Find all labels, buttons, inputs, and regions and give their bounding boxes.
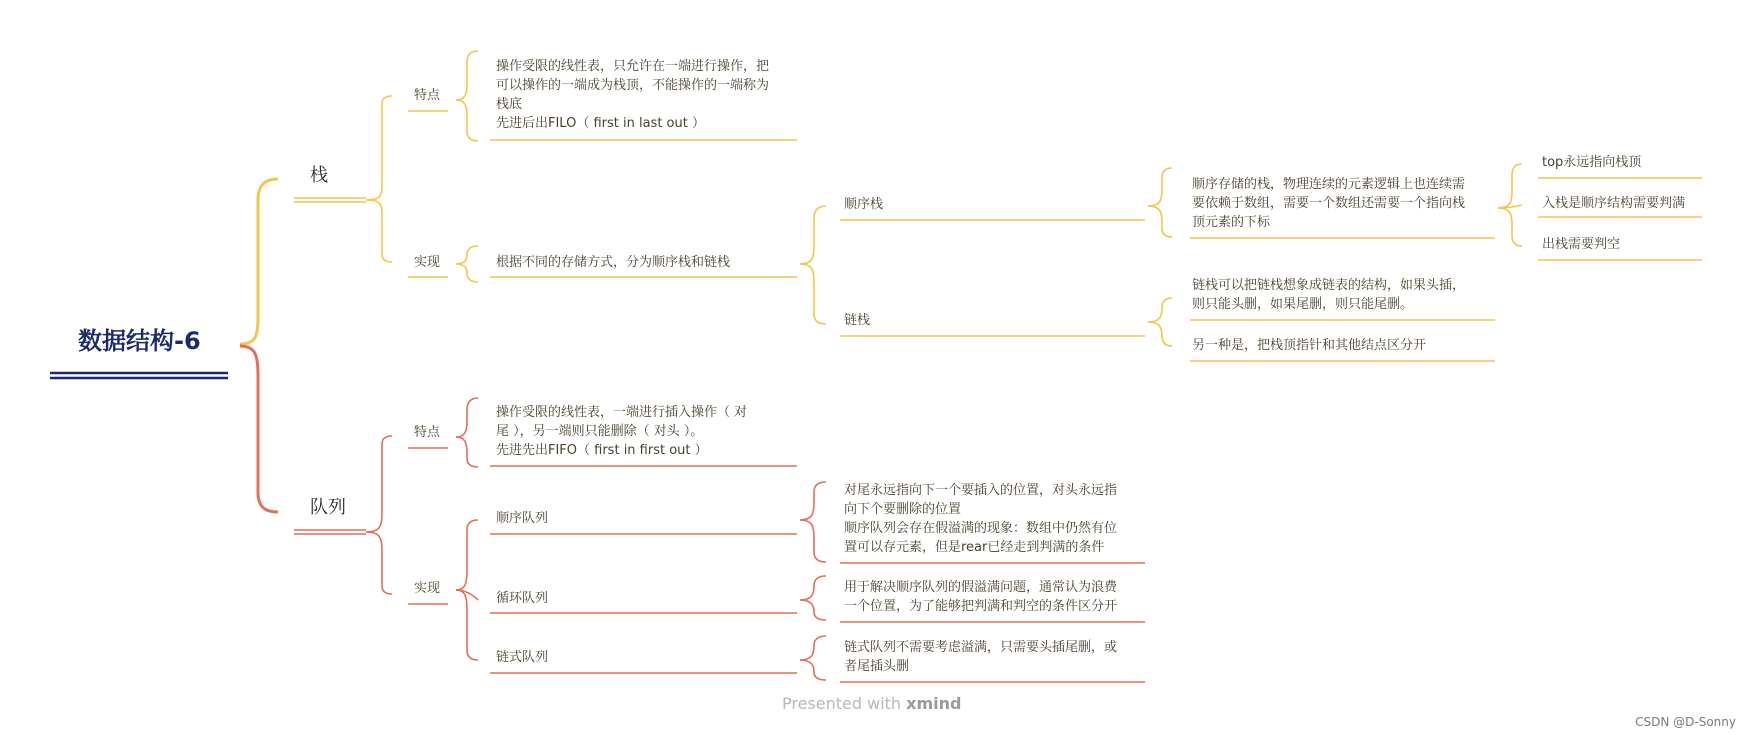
stack-impl-text[interactable]: 根据不同的存储方式，分为顺序栈和链栈	[496, 255, 731, 270]
seq-stack-text[interactable]: 顺序存储的栈，物理连续的元素逻辑上也连续需 要依赖于数组，需要一个数组还需要一个指向栈 顶元素的下标	[1192, 177, 1466, 230]
linked-queue-text[interactable]: 链式队列不需要考虑溢满，只需要头插尾删，或 者尾插头删	[844, 640, 1118, 674]
seq-stack-detail-push[interactable]: 入栈是顺序结构需要判满	[1542, 196, 1686, 211]
seq-queue-text[interactable]: 对尾永远指向下一个要插入的位置，对头永远指 向下个要删除的位置 顺序队列会存在假溢满的现象：数组中仍然有位 置可以存元素，但是rear已经走到判满的条件	[844, 483, 1118, 555]
presented-with-footer	[782, 694, 961, 713]
stack-feature-label[interactable]: 特点	[414, 88, 441, 103]
linked-stack-text-1[interactable]: 链栈可以把链栈想象成链表的结构，如果头插， 则只能头删，如果尾删，则只能尾删。	[1192, 278, 1466, 312]
queue-topic[interactable]: 队列	[310, 497, 346, 518]
root-topic[interactable]: 数据结构-6	[78, 327, 201, 355]
circ-queue-text[interactable]: 用于解决顺序队列的假溢满问题，通常认为浪费 一个位置，为了能够把判满和判空的条件区分开	[844, 580, 1118, 614]
csdn-watermark: CSDN @D-Sonny	[1635, 715, 1736, 729]
circ-queue-label[interactable]: 循环队列	[496, 591, 549, 606]
seq-stack-label[interactable]: 顺序栈	[844, 197, 884, 212]
stack-topic[interactable]: 栈	[310, 165, 328, 186]
seq-stack-detail-top[interactable]: top永远指向栈顶	[1542, 155, 1642, 170]
linked-queue-label[interactable]: 链式队列	[496, 650, 549, 665]
queue-impl-label[interactable]: 实现	[414, 581, 441, 596]
queue-feature-text[interactable]: 操作受限的线性表，一端进行插入操作（ 对 尾 ），另一端则只能删除（ 对头 ）。 先进先出FIFO（ first in first out ）	[496, 405, 748, 458]
seq-stack-detail-pop[interactable]: 出栈需要判空	[1542, 237, 1621, 252]
presented-text: Presented with	[782, 694, 902, 713]
seq-queue-label[interactable]: 顺序队列	[496, 511, 549, 526]
linked-stack-label[interactable]: 链栈	[844, 313, 871, 328]
stack-impl-label[interactable]: 实现	[414, 255, 441, 270]
linked-stack-text-2[interactable]: 另一种是，把栈顶指针和其他结点区分开	[1192, 338, 1427, 353]
stack-feature-text[interactable]: 操作受限的线性表，只允许在一端进行操作，把 可以操作的一端成为栈顶，不能操作的一端称为 栈底 先进后出FILO（ first in last out ）	[496, 59, 770, 131]
xmind-brand: xmind	[906, 694, 962, 713]
queue-feature-label[interactable]: 特点	[414, 425, 441, 440]
